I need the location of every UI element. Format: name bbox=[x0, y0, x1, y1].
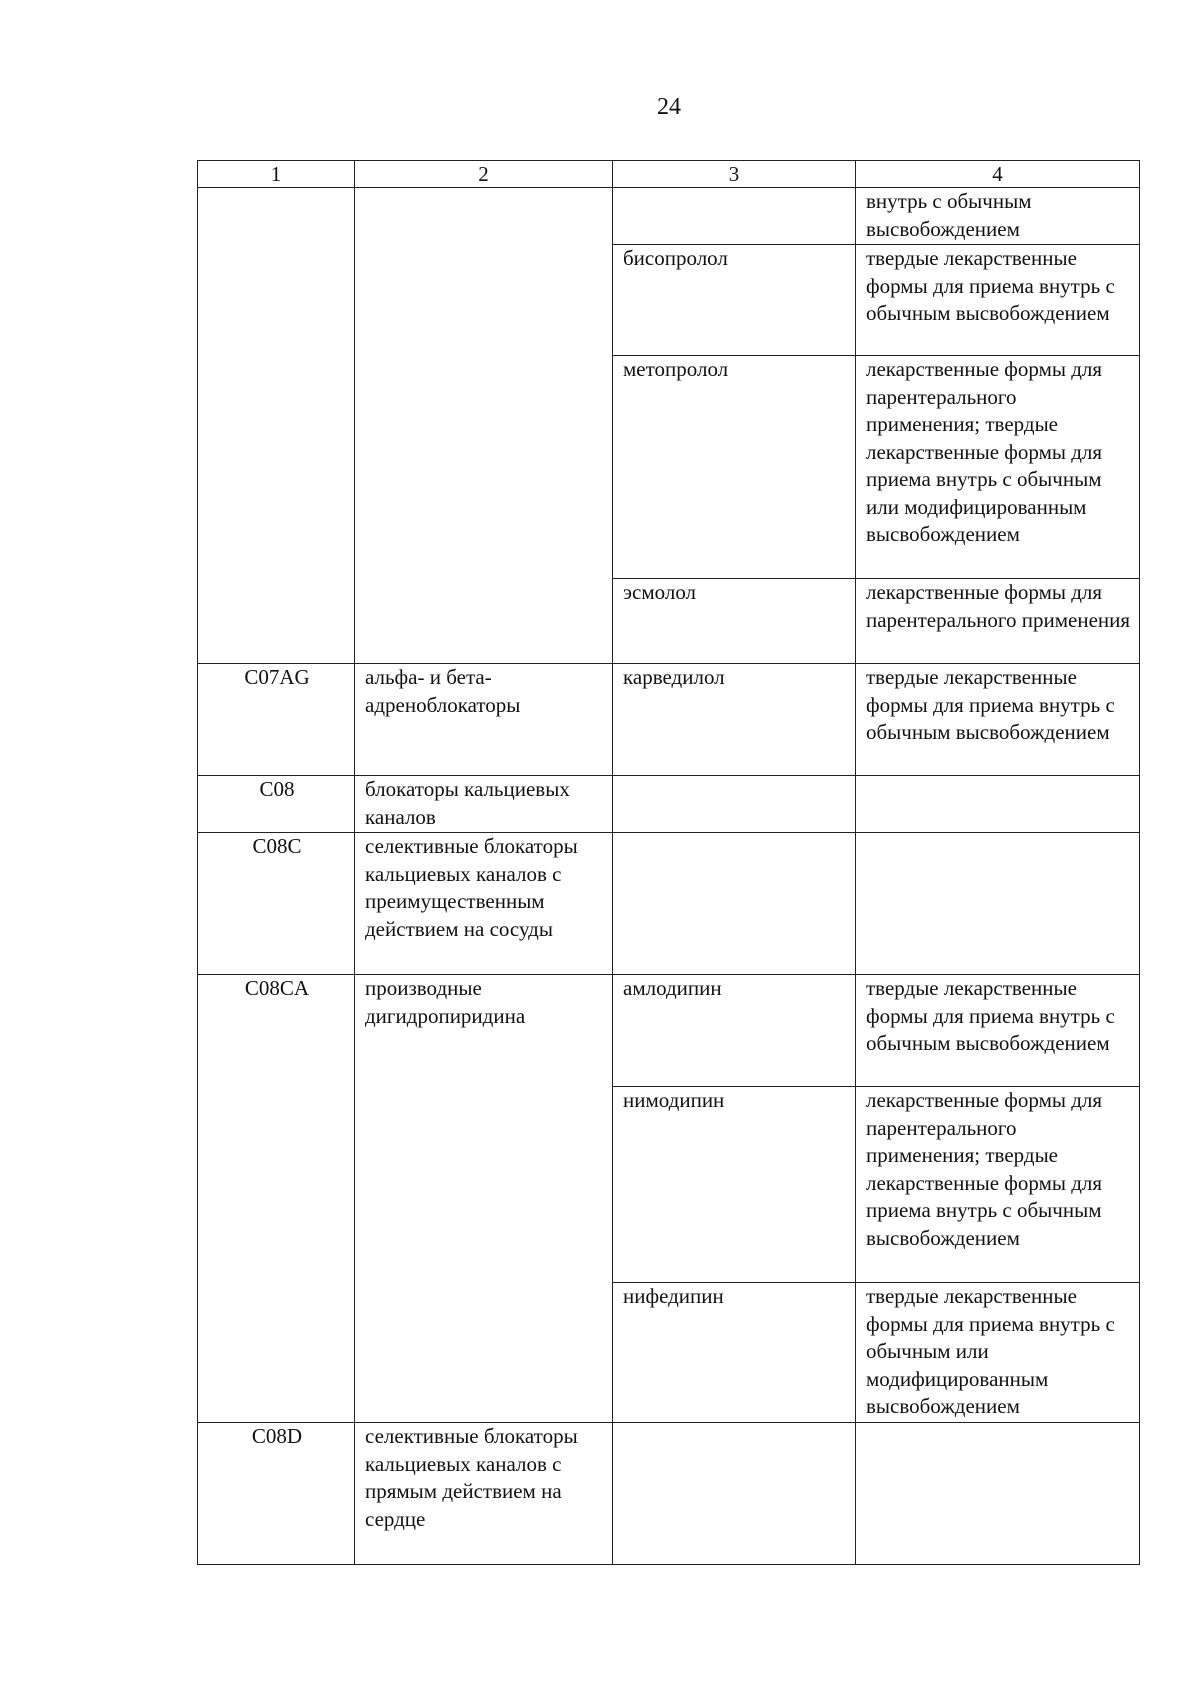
form-cell: внутрь с обычным высвобождением bbox=[856, 188, 1140, 245]
group-cell: селективные блокаторы кальциевых каналов с преимущественным действием на сосуды bbox=[355, 833, 613, 975]
table-row bbox=[198, 664, 1140, 776]
drug-cell bbox=[613, 188, 856, 245]
header-col-1: 1 bbox=[198, 161, 355, 188]
drug-cell: нифедипин bbox=[613, 1283, 856, 1423]
form-cell: твердые лекарственные формы для приема внутрь с обычным высвобождением bbox=[856, 664, 1140, 776]
table-row bbox=[198, 975, 1140, 1087]
table-row bbox=[198, 776, 1140, 833]
drug-table bbox=[197, 160, 1140, 1565]
header-col-4: 4 bbox=[856, 161, 1140, 188]
form-cell bbox=[856, 776, 1140, 833]
table-row bbox=[198, 833, 1140, 975]
table-header-row bbox=[198, 161, 1140, 188]
form-cell: твердые лекарственные формы для приема внутрь с обычным высвобождением bbox=[856, 975, 1140, 1087]
form-cell bbox=[856, 1423, 1140, 1565]
header-col-3: 3 bbox=[613, 161, 856, 188]
form-cell: твердые лекарственные формы для приема внутрь с обычным высвобождением bbox=[856, 245, 1140, 356]
drug-cell: амлодипин bbox=[613, 975, 856, 1087]
header-col-2: 2 bbox=[355, 161, 613, 188]
code-cell: C08C bbox=[198, 833, 355, 975]
drug-cell: бисопролол bbox=[613, 245, 856, 356]
code-cell: C08D bbox=[198, 1423, 355, 1565]
form-cell: лекарственные формы для парентерального применения; твердые лекарственные формы для приема внутрь с обычным высвобождением bbox=[856, 1087, 1140, 1283]
group-cell: блокаторы кальциевых каналов bbox=[355, 776, 613, 833]
drug-cell bbox=[613, 1423, 856, 1565]
code-cell: C08 bbox=[198, 776, 355, 833]
drug-cell bbox=[613, 833, 856, 975]
table-row bbox=[198, 188, 1140, 245]
form-cell: твердые лекарственные формы для приема внутрь с обычным или модифицированным высвобождением bbox=[856, 1283, 1140, 1423]
code-cell: C07AG bbox=[198, 664, 355, 776]
drug-cell: карведилол bbox=[613, 664, 856, 776]
form-cell: лекарственные формы для парентерального применения; твердые лекарственные формы для приема внутрь с обычным или модифицированным высвобождением bbox=[856, 356, 1140, 579]
page-number: 24 bbox=[657, 94, 681, 120]
drug-cell bbox=[613, 776, 856, 833]
group-cell: производные дигидропиридина bbox=[355, 975, 613, 1423]
drug-cell: эсмолол bbox=[613, 579, 856, 664]
group-cell: альфа- и бета-адреноблокаторы bbox=[355, 664, 613, 776]
form-cell bbox=[856, 833, 1140, 975]
form-cell: лекарственные формы для парентерального применения bbox=[856, 579, 1140, 664]
group-cell: селективные блокаторы кальциевых каналов с прямым действием на сердце bbox=[355, 1423, 613, 1565]
table-row bbox=[198, 1423, 1140, 1565]
group-cell bbox=[355, 188, 613, 664]
drug-cell: метопролол bbox=[613, 356, 856, 579]
code-cell bbox=[198, 188, 355, 664]
drug-cell: нимодипин bbox=[613, 1087, 856, 1283]
code-cell: C08CA bbox=[198, 975, 355, 1423]
